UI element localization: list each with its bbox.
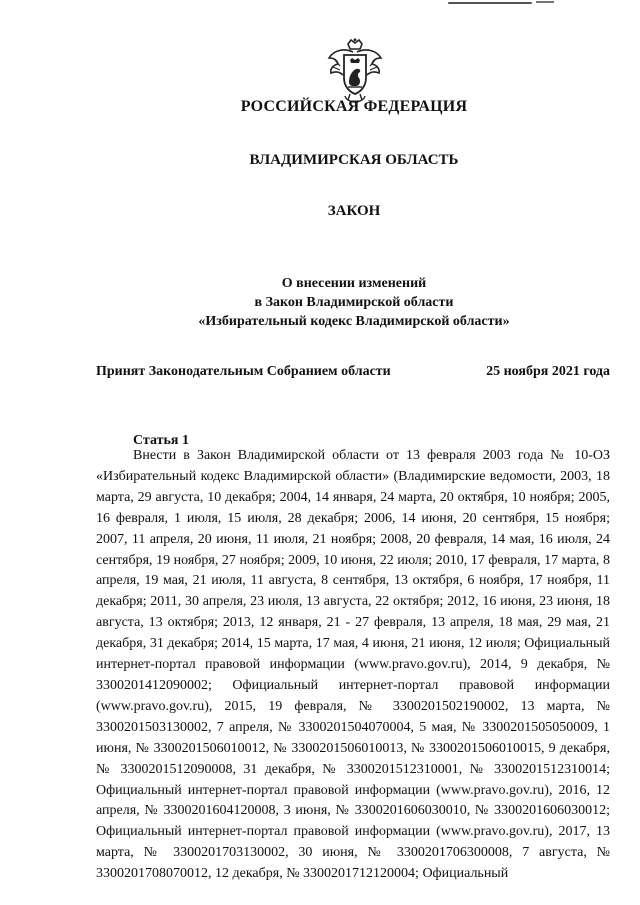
adopted-by: Принят Законодательным Собранием области <box>96 364 391 379</box>
law-subject-line: в Закон Владимирской области <box>254 295 454 310</box>
law-subject-line: О внесении изменений <box>281 276 427 291</box>
article-title: Статья 1 <box>133 433 189 448</box>
scan-artifact <box>448 2 532 4</box>
region-heading: ВЛАДИМИРСКАЯ ОБЛАСТЬ <box>249 152 459 168</box>
document-type-heading: ЗАКОН <box>327 203 381 219</box>
country-heading: РОССИЙСКАЯ ФЕДЕРАЦИЯ <box>240 98 468 115</box>
law-subject-line: «Избирательный кодекс Владимирской области» <box>198 314 510 329</box>
adoption-date: 25 ноября 2021 года <box>486 364 610 379</box>
article-body: Внести в Закон Владимирской области от 13 февраля 2003 года № 10-ОЗ «Избирательный кодекс Владимирской области» (Владимирские ведомости, 2003, 18 марта, 29 августа, 10 декабря; 2004, 14 января, 24 марта, 20 октября, 10 ноября; 2005, 16 февраля, 1 июля, 15 июля, 28 декабря; 2006, 14 июня, 20 сентября, 15 ноября; 2007, 11 апреля, 20 июня, 11 июля, 21 ноября; 2008, 20 февраля, 14 мая, 16 июля, 24 сентября, 19 ноября, 27 ноября; 2009, 10 июня, 22 июля; 2010, 17 февраля, 17 марта, 8 апреля, 19 мая, 21 июля, 11 августа, 8 сентября, 13 октября, 6 ноября, 17 ноября, 11 декабря; 2011, 30 апреля, 23 июля, 13 августа, 22 октября; 2012, 16 июня, 23 июня, 18 августа, 13 октября; 2013, 12 января, 21 - 27 февраля, 13 апреля, 18 мая, 29 мая, 21 декабря, 31 декабря; 2014, 15 марта, 17 мая, 4 июня, 21 июня, 12 июля; Официальный интернет-портал правовой информации (www.pravo.gov.ru), 2014, 9 декабря, № 3300201412090002; Официальный интернет-портал правовой информации (www.pravo.gov.ru), 2015, 19 февраля, № 3300201502190002, 13 марта, № 3300201503130002, 7 апреля, № 3300201504070004, 5 мая, № 3300201505050009, 1 июня, № 3300201506010012, № 3300201506010013, № 3300201506010015, 9 декабря, № 3300201512090008, 31 декабря, № 3300201512310001, № 3300201512310014; Официальный интернет-портал правовой информации (www.pravo.gov.ru), 2016, 12 апреля, № 3300201604120008, 3 июня, № 3300201606030010, № 3300201606030012; Официальный интернет-портал правовой информации (www.pravo.gov.ru), 2017, 13 марта, № 3300201703130002, 30 июня, № 3300201706300008, 7 августа, № 3300201708070012, 12 декабря, № 3300201712120004; Официальный <box>96 448 610 882</box>
coat-of-arms-icon <box>326 38 384 104</box>
scan-artifact <box>536 1 554 3</box>
law-subject <box>0 274 640 331</box>
